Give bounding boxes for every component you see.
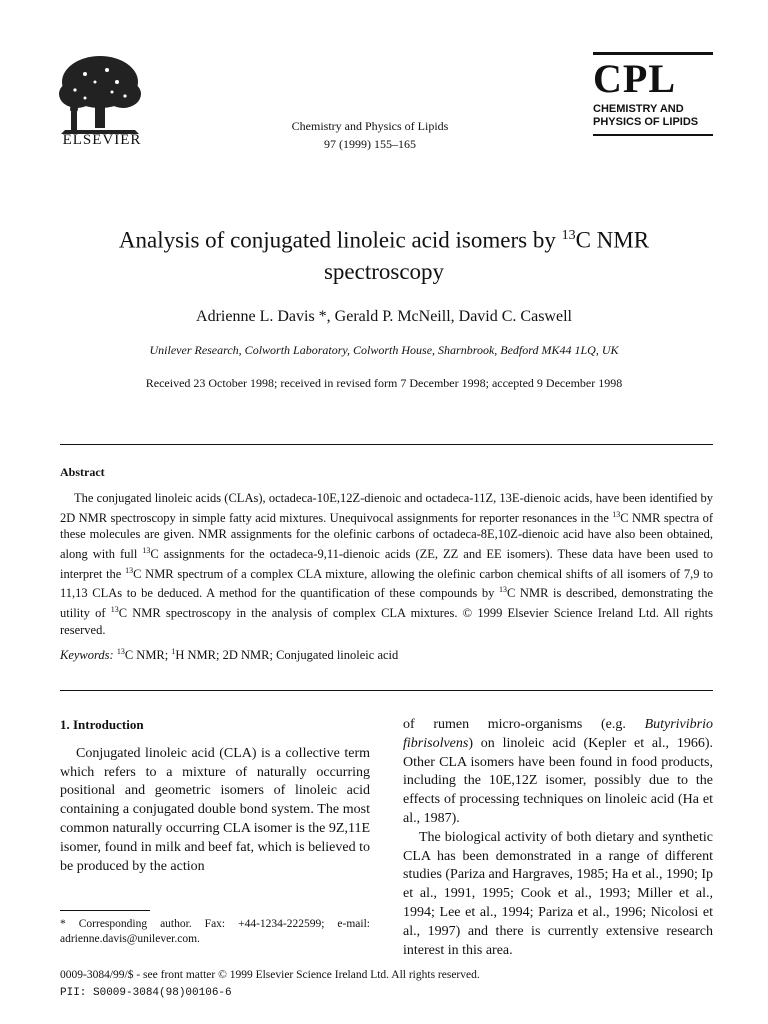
column-left xyxy=(60,716,370,876)
abstract-text-3: C assignments for the octadeca-9,11-dienoic acids (ZE, ZZ and EE isomers). These data have been used to interpret the xyxy=(60,547,713,581)
abstract-text-6: C NMR spectroscopy in the analysis of complex CLA mixtures. © 1999 Elsevier Science Ireland Ltd. All rights reserved. xyxy=(60,606,713,637)
title-part2: C NMR spectroscopy xyxy=(323,227,650,284)
corresponding-author-footnote: * Corresponding author. Fax: +44-1234-222599; e-mail: adrienne.davis@unilever.com. xyxy=(60,918,370,945)
keywords xyxy=(60,647,713,663)
column-right xyxy=(403,716,713,960)
intro-paragraph-2: The biological activity of both dietary and synthetic CLA has been demonstrated in a range of different studies (Pariza and Hargraves, 1985; Ha et al., 1990; Ip et al., 1991, 1995; Cook et al., 1993; Miller et al., 1994; Lee et al., 1994; Pariza et al., 1996; Nicolosi et al., 1997) and there is currently extensive research interest in this area. xyxy=(403,829,713,958)
journal-info xyxy=(280,117,460,153)
title-superscript: 13 xyxy=(561,228,576,243)
journal-acronym: CPL xyxy=(593,56,676,101)
affiliation: Unilever Research, Colworth Laboratory, Colworth House, Sharnbrook, Bedford MK44 1LQ, UK xyxy=(149,343,619,357)
sup-13: 13 xyxy=(116,647,125,656)
intro-paragraph-1: Conjugated linoleic acid (CLA) is a collective term which refers to a mixture of naturally occurring positional and geometric isomers of linoleic acid containing a conjugated double bond system. The most common naturally occurring CLA isomer is the 9Z,11E isomer, found in milk and beef fat, which is believed to be produced by the action xyxy=(60,745,370,874)
sup-13: 13 xyxy=(142,545,151,555)
authors: Adrienne L. Davis *, Gerald P. McNeill, David C. Caswell xyxy=(196,308,572,325)
section-heading: 1. Introduction xyxy=(60,717,144,732)
publisher-name: ELSEVIER xyxy=(62,132,142,148)
pii-line: PII: S0009-3084(98)00106-6 xyxy=(60,987,232,999)
cpl-bottom-rule xyxy=(593,134,713,136)
received-dates: Received 23 October 1998; received in revised form 7 December 1998; accepted 9 December 1998 xyxy=(145,376,623,390)
sup-13: 13 xyxy=(110,605,119,615)
abstract-body xyxy=(60,490,713,639)
abstract-heading: Abstract xyxy=(60,465,105,479)
keyword-13c: C NMR; xyxy=(124,648,172,663)
journal-full-name xyxy=(593,103,713,129)
title-part1: Analysis of conjugated linoleic acid isomers by xyxy=(118,227,562,253)
article-title xyxy=(60,220,708,287)
sup-13: 13 xyxy=(612,509,621,519)
journal-name: Chemistry and Physics of Lipids xyxy=(291,119,449,133)
abstract-text-4: C NMR spectrum of a complex CLA mixture, allowing the olefinic carbon chemical shifts of all isomers of 7,9 to 11,13 CLAs to be deduced. A method for the quantification of these compounds by xyxy=(60,566,713,601)
footnote-rule xyxy=(60,910,150,911)
cpl-top-rule xyxy=(593,52,713,55)
text: of rumen micro-organisms (e.g. xyxy=(403,717,645,732)
divider-top xyxy=(60,444,713,445)
journal-volume: 97 (1999) 155–165 xyxy=(324,137,416,151)
species-name: Butyrivibrio fibrisolvens xyxy=(403,717,713,751)
intro-paragraph-continued xyxy=(403,716,713,829)
journal-full-name-line1: CHEMISTRY AND xyxy=(593,103,684,115)
sup-13: 13 xyxy=(498,585,507,595)
abstract-text-5: C NMR is described, demonstrating the utility of xyxy=(60,586,713,621)
abstract-text-2: C NMR spectra of these molecules are given. NMR assignments for the olefinic carbons of octadeca-8E,10Z-dienoic acid have also been obtained, along with full xyxy=(60,510,714,562)
page-footer xyxy=(60,966,713,1002)
journal-full-name-line2: PHYSICS OF LIPIDS xyxy=(593,116,699,128)
sup-1: 1 xyxy=(171,647,176,656)
abstract-text-1: The conjugated linoleic acids (CLAs), octadeca-10E,12Z-dienoic and octadeca-11Z, 13E-dienoic acids, have been identified by 2D NMR spectroscopy in simple fatty acid mixtures. Unequivocal assignments for reporter resonances in the xyxy=(60,491,713,525)
text: ) on linoleic acid (Kepler et al., 1966). Other CLA isomers have been found in food products, including the 10E,12Z isomer, possibly due to the effects of processing techniques on linoleic acid (Ha et al., 1987). xyxy=(403,735,713,826)
sup-13: 13 xyxy=(125,565,134,575)
journal-logo-box xyxy=(593,52,713,136)
divider-bottom xyxy=(60,690,713,691)
issn-line: 0009-3084/99/$ - see front matter © 1999 Elsevier Science Ireland Ltd. All rights reserved. xyxy=(60,969,480,981)
keywords-label: Keywords: xyxy=(60,648,114,663)
keyword-rest: H NMR; 2D NMR; Conjugated linoleic acid xyxy=(175,648,399,663)
